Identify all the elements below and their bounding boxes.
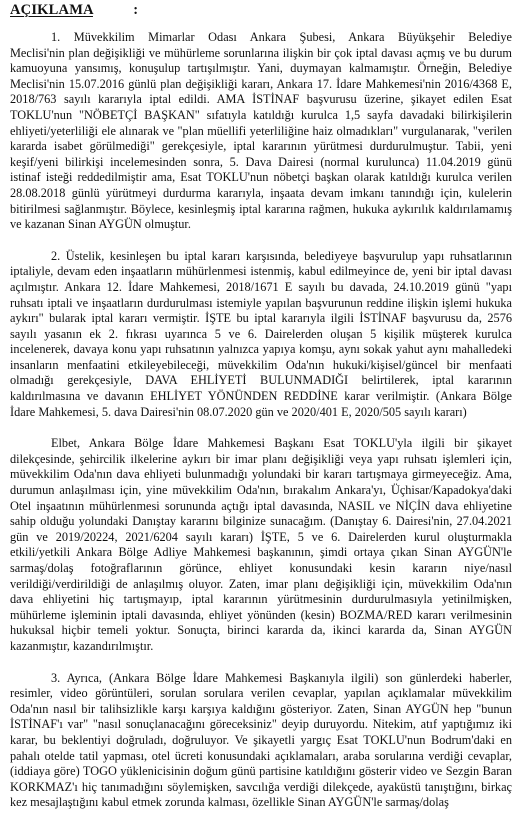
paragraph-line: olmadığı gerekçesiyle, DAVA EHLİYETİ BULUNMADIĞI belirtilerek, iptal kararının <box>10 373 512 388</box>
paragraph-3 <box>10 436 512 654</box>
paragraph-line: sayılı yasanın ek 2. fıkrası uyarınca 5 ve 6. Dairelerden oluşan 5 kişilik müşterek kurulca <box>10 326 512 341</box>
paragraph-line: dava ehliyetini hiç tartışmayıp, iptal kararının yürütmesinin durdurulmasıyla yetinilmişken, <box>10 592 512 607</box>
paragraph-2 <box>10 249 512 421</box>
paragraph-line: ve kazanan Sinan AYGÜN olmuştur. <box>10 217 191 232</box>
document-heading <box>10 2 138 19</box>
paragraph-line: iptaliyle, devam eden inşaatların mühürlenmesi istenmiş, kabul edilmeyince de, yeni bir iptal davası <box>10 264 512 279</box>
paragraph-line: istinaf isteği reddedilmiştir ama, Esat TOKLU'nun nöbetçi başkan olarak katıldığı kurulca verilen <box>10 170 512 185</box>
paragraph-line: sarmaş/dolaş fotoğraflarının görünce, ehliyet konusundaki kesin kararın niye/nasıl <box>10 561 512 575</box>
paragraph-line: mühürleme işleminin iptali davasında, ehliyet yönünden (kesin) BOZMA/RED kararı verilmesinin <box>10 607 512 622</box>
paragraph-line: Elbet, Ankara Bölge İdare Mahkemesi Başkanı Esat TOKLU'yla ilgili bir şikayet <box>51 436 512 451</box>
paragraph-line: Oda'nın nasıl bir talihsizlikle karşı karşıya kaldığını gösteriyor. Zaten, Sinan AYGÜN hep "bunun <box>10 701 512 716</box>
paragraph-line: gün ve 2019/20224, 2021/6204 sayılı kararı) İŞTE, 5 ve 6. Dairelerden kurul oluşturmakla <box>10 529 512 544</box>
paragraph-line: keşif/yeni bilirkişi incelemesinden sonra, 5. Dava Dairesi (normal kurulunca) 11.04.2019 günü <box>10 154 512 169</box>
paragraph-line: hukuksal hiçbir temeli yoktur. Sonuçta, birinci kararda da, ikinci kararda da, Sinan AYGÜN <box>10 623 512 638</box>
paragraph-line: 2. Üstelik, kesinleşen bu iptal kararı karşısında, belediyeye başvurulup yapı ruhsatlarının <box>51 248 512 263</box>
paragraph-line: KORKMAZ'ı hiç tanımadığını söylemişken, savcılığa verdiği dilekçede, ayaküstü tanıştığını, birkaç <box>10 779 512 794</box>
paragraph-line: ruhsatı iptali ve inşaatların durdurulması istemiyle yapılan başvurunun reddine ilişkin işlemi hukuka <box>10 295 512 310</box>
paragraph-line: sahip olduğu yolundaki Danıştay kararını bilginize sunacağım. (Danıştay 6. Dairesi'nin, 27.04.2021 <box>10 514 512 529</box>
paragraph-line: Meclisi'nin plan değişikliği ve mühürleme sorunlarına ilişkin bir çok iptal davası açmış ve bu durum <box>10 45 512 60</box>
paragraph-line: incelenerek, davaya konu yapı ruhsatının yalnızca yapıya komşu, aynı sokak yahut aynı mahalledeki <box>10 342 512 357</box>
paragraph-line: ehliyeti/yeterliliği ele alınarak ve "plan müellifi yeterliliğine haiz olmadıkları" vurgulanarak, "verilen <box>10 123 512 138</box>
paragraph-line: insanların menfaatini etkileyebileceği, müvekkilim Oda'nın hukuki/kişisel/güncel bir menfaati <box>10 357 512 372</box>
paragraph-line: bitirilmesi sağlanmıştır. Böylece, kesinleşmiş iptal kararına rağmen, hukuka aykırılık kaldırılamamış <box>10 201 512 216</box>
paragraph-line: kararda isabet görülmediği" gerekçesiyle, iptal kararının yürütmesi durdurulmuştur. Tabii, yeni <box>10 139 512 154</box>
paragraph-1 <box>10 30 512 233</box>
document-body <box>10 30 512 827</box>
paragraph-line: İSTİNAF'ı var" "nasıl sonuçlanacağını göreceksiniz" deyip duruyordu. Nitekim, atıf yaptığımız iki <box>10 717 512 732</box>
paragraph-line: durumun anlaşılması için, yine müvekkilim Oda'nın, bırakalım Ankara'yı, Üçhisar/Kapadokya'daki <box>10 483 512 498</box>
paragraph-line: kaldırılmasına ve davanın EHLİYET YÖNÜNDEN REDDİNE karar verilmiştir. (Ankara Bölge <box>10 389 512 404</box>
paragraph-line: açılmıştır. Ankara 12. İdare Mahkemesi, 2018/1671 E sayılı bu davada, 24.10.2019 günü "yapı <box>10 279 512 294</box>
paragraph-4 <box>10 671 512 811</box>
paragraph-line: pahalı otelde tatil yapması, otel ücreti konusundaki açıklamaları, araba sorularına verdiği cevaplar, <box>10 748 512 763</box>
paragraph-line: 1. Müvekkilim Mimarlar Odası Ankara Şubesi, Ankara Büyükşehir Belediye <box>51 30 512 44</box>
heading-title: AÇIKLAMA <box>10 2 93 18</box>
paragraph-line: resimler, video görüntüleri, sorulan sorulara verilen cevaplar, yapılan açıklamalar müvekkilim <box>10 686 512 701</box>
paragraph-line: müvekkilim Oda'nın dava ehliyeti bulunmadığı yolundaki bir kararı tartışmaya girmeyeceğiz. Ama, <box>10 467 512 482</box>
paragraph-line: (iddiaya göre) TOGO yüklenicisinin doğum günü partisine katıldığını gösterir video ve Sezgin Baran <box>10 764 512 779</box>
paragraph-line: Otel inşaatının mühürlenmesi sorununda açtığı iptal davasında, NASIL ve NİÇİN dava ehliyetine <box>10 498 512 513</box>
paragraph-line: dilekçesinde, şehircilik ilkelerine aykırı bir imar planı değişikliği veya yapı ruhsatı işlemleri için, <box>10 451 512 466</box>
paragraph-line: aykırı" bularak iptal kararı vermiştir. İŞTE bu iptal kararıyla ilgili İSTİNAF başvurusu da, 2576 <box>10 311 512 326</box>
paragraph-line: karar, bu beklentiyi doğruladı, doğruluyor. Ve şikayetli yargıç Esat TOKLU'nun Bodrum'daki en <box>10 732 512 747</box>
paragraph-line: Meclisi'nin 15.07.2016 günlü plan değişikliği kararı, Ankara 17. İdare Mahkemesi'nin 2016/4368 E, <box>10 76 512 91</box>
paragraph-line: kamuoyuna yansımış, konuşulup tartışılmıştır. Yani, duymayan kalmamıştır. Örneğin, Belediye <box>10 61 512 76</box>
paragraph-line: etkili/yetkili Ankara Bölge Adliye Mahkemesi başkanının, şimdi ortaya çıkan Sinan AYGÜN'le <box>10 545 512 560</box>
paragraph-line: TOKLU'nun "NÖBETÇİ BAŞKAN" sıfatıyla katıldığı kurulca 1,5 sayfa davadaki bilirkişilerin <box>10 107 512 122</box>
paragraph-line: kazanmıştır, kazandırılmıştır. <box>10 638 154 653</box>
paragraph-line: İdare Mahkemesi, 5. dava Dairesi'nin 08.07.2020 gün ve 2020/401 E, 2020/505 sayılı kararı) <box>10 404 467 419</box>
paragraph-line: kez mesajlaştığını kabul etmek zorunda kalması, özellikle Sinan AYGÜN'le sarmaş/dolaş <box>10 795 449 810</box>
paragraph-line: 3. Ayrıca, (Ankara Bölge İdare Mahkemesi Başkanıyla ilgili) son günlerdeki haberler, <box>51 670 512 685</box>
paragraph-line: 28.08.2018 günlü yürütmeyi durdurma kararıyla, inşaata devam imkanı tanındığı için, kulelerin <box>10 185 512 200</box>
heading-colon: : <box>133 2 139 18</box>
paragraph-line: verildiği/verdirildiği de anlaşılmış oluyor. Zaten, imar planı değişikliği için, müvekkilim Oda'nın <box>10 576 512 591</box>
paragraph-line: 2018/763 sayılı kararıyla iptal edildi. AMA İSTİNAF başvurusu üzerine, şikayet edilen Esat <box>10 92 512 107</box>
